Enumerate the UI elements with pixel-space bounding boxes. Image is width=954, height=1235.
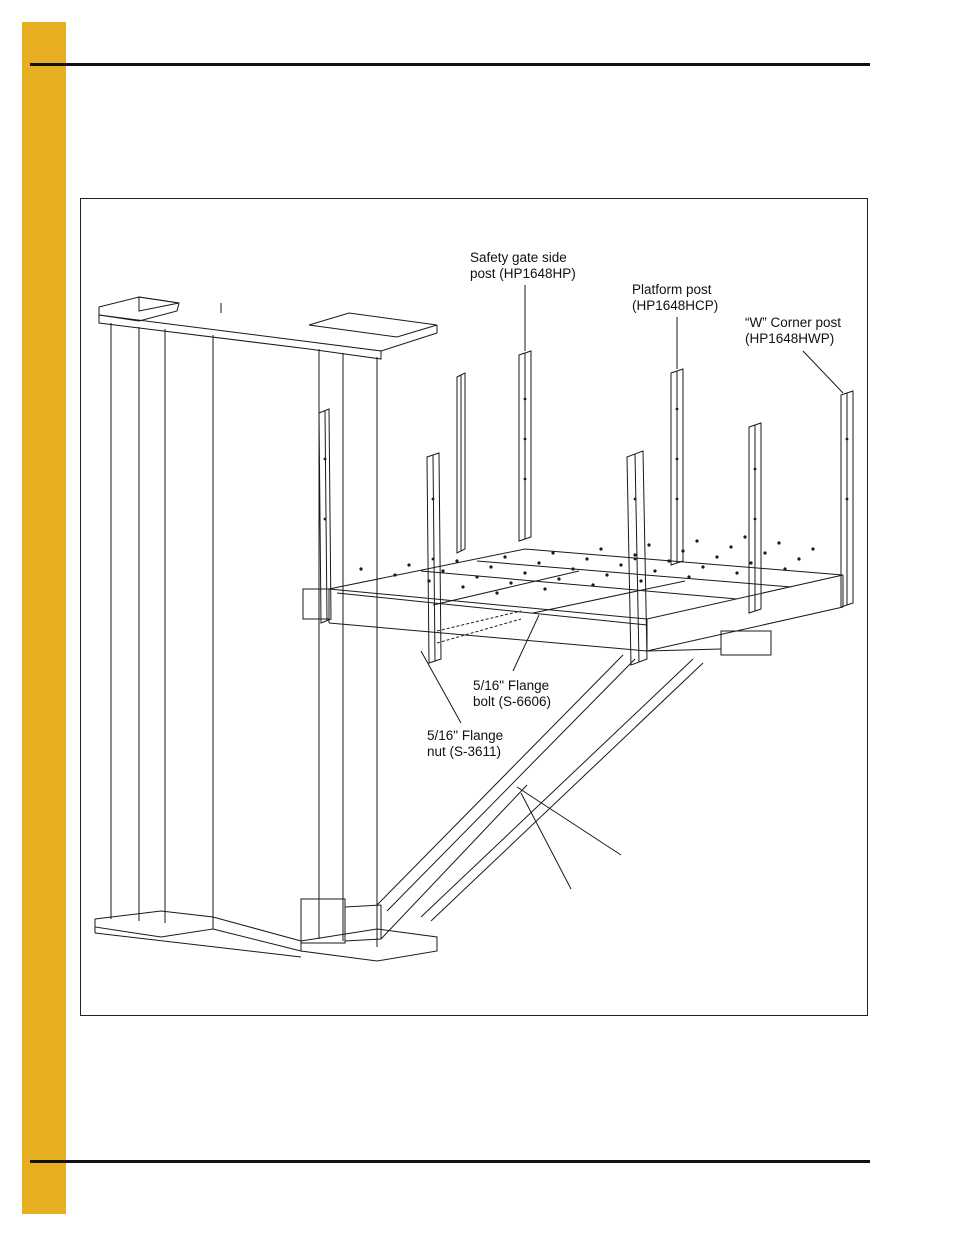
perforation-hole: [729, 545, 732, 548]
tower-base-plate-right: [301, 929, 437, 961]
bolt-holes: [324, 398, 849, 595]
perforation-hole: [701, 565, 704, 568]
perforation-hole: [571, 567, 574, 570]
perforation-hole: [647, 543, 650, 546]
perforation-hole: [639, 579, 642, 582]
perforation-hole: [432, 498, 435, 501]
perforation-hole: [461, 585, 464, 588]
perforation-hole: [324, 518, 327, 521]
perforation-hole: [754, 468, 757, 471]
perforation-hole: [441, 569, 444, 572]
callout-platform-post: Platform post (HP1648HCP): [632, 282, 719, 313]
perforation-hole: [524, 478, 527, 481]
perforation-hole: [681, 549, 684, 552]
perforation-hole: [524, 438, 527, 441]
perforation-hole: [676, 458, 679, 461]
perforation-hole: [811, 547, 814, 550]
leader-flange-bolt: [513, 615, 539, 671]
callout-safety-gate-post: Safety gate side post (HP1648HP): [470, 250, 576, 281]
tower-base-plate-left: [95, 911, 213, 937]
perforation-hole: [687, 575, 690, 578]
perforation-hole: [619, 563, 622, 566]
callout-flange-nut: 5/16" Flange nut (S-3611): [427, 728, 504, 759]
perforation-hole: [599, 547, 602, 550]
perforation-hole: [743, 535, 746, 538]
perforation-hole: [585, 557, 588, 560]
perforation-hole: [359, 567, 362, 570]
perforation-hole: [503, 555, 506, 558]
perforation-hole: [427, 579, 430, 582]
perforation-hole: [676, 498, 679, 501]
callout-flange-bolt: 5/16" Flange bolt (S-6606): [473, 678, 552, 709]
perforation-hole: [634, 558, 637, 561]
perforation-hole: [695, 539, 698, 542]
diagram-frame: [80, 198, 868, 1016]
tower-top-plate-right: [309, 313, 437, 337]
perforation-hole: [324, 458, 327, 461]
side-color-tab: [22, 22, 66, 1214]
perforation-hole: [509, 581, 512, 584]
perforation-hole: [783, 567, 786, 570]
header-rule: [30, 63, 870, 66]
perforation-hole: [797, 557, 800, 560]
perforation-hole: [846, 438, 849, 441]
perforation-hole: [735, 571, 738, 574]
perforation-hole: [763, 551, 766, 554]
perforation-hole: [455, 559, 458, 562]
perforation-hole: [633, 553, 636, 556]
perforation-hole: [605, 573, 608, 576]
perforation-hole: [489, 565, 492, 568]
perforation-hole: [551, 551, 554, 554]
perforation-hole: [557, 577, 560, 580]
perforation-hole: [715, 555, 718, 558]
perforation-hole: [749, 561, 752, 564]
footer-rule: [30, 1160, 870, 1163]
leader-corner-post: [803, 351, 843, 393]
platform-deck: [303, 549, 843, 651]
perforation-hole: [393, 573, 396, 576]
perforation-hole: [777, 541, 780, 544]
perforation-hole: [524, 398, 527, 401]
leader-lines: [421, 285, 843, 723]
perforation-hole: [495, 591, 498, 594]
perforation-hole: [653, 569, 656, 572]
perforation-hole: [475, 575, 478, 578]
callout-corner-post: “W” Corner post (HP1648HWP): [745, 315, 842, 346]
perforation-hole: [407, 563, 410, 566]
perforation-hole: [846, 498, 849, 501]
leg-tower: [95, 297, 437, 961]
perforation-hole: [543, 587, 546, 590]
perforation-hole: [523, 571, 526, 574]
platform-posts: [319, 351, 853, 665]
perforation-hole: [537, 561, 540, 564]
leader-flange-nut: [421, 651, 461, 723]
perforation-hole: [432, 558, 435, 561]
perforation-hole: [676, 408, 679, 411]
perforation-hole: [634, 498, 637, 501]
perforation-hole: [591, 583, 594, 586]
perforation-hole: [754, 518, 757, 521]
perforation-hole: [667, 559, 670, 562]
